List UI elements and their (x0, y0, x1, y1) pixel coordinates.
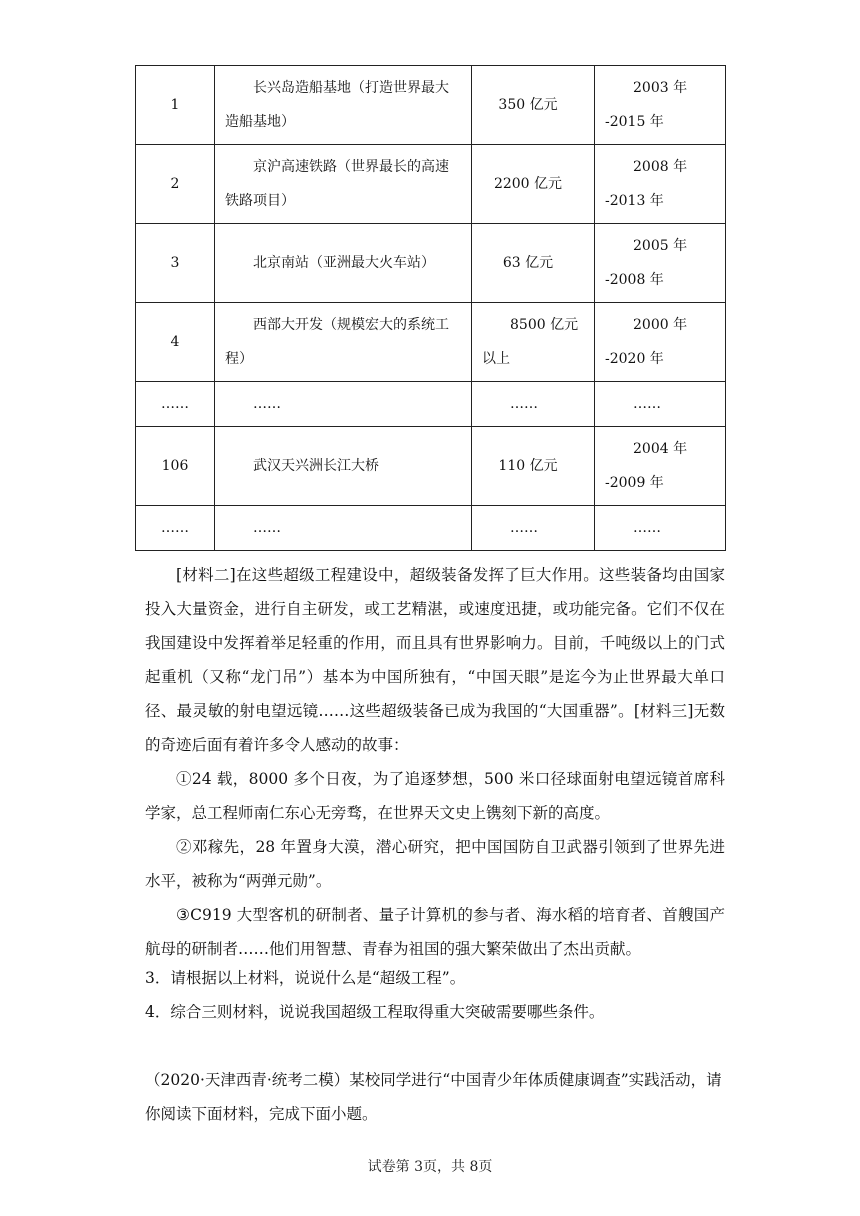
project-name: 京沪高速铁路（世界最长的高速铁路项目） (215, 145, 472, 224)
table-row (136, 66, 726, 145)
table-row (136, 427, 726, 506)
row-number: 106 (136, 427, 215, 506)
investment: 110 亿元 (472, 427, 595, 506)
project-name: 武汉天兴洲长江大桥 (215, 427, 472, 506)
project-name: …… (215, 382, 472, 427)
investment: …… (472, 506, 595, 551)
row-number: 3 (136, 224, 215, 303)
row-number: 4 (136, 303, 215, 382)
period: …… (595, 382, 726, 427)
investment: 63 亿元 (472, 224, 595, 303)
question-context: （2020·天津西青·统考二模）某校同学进行“中国青少年体质健康调查”实践活动，请你阅读下面材料，完成下面小题。 (145, 1071, 722, 1123)
period: 2005 年 -2008 年 (595, 224, 726, 303)
investment: …… (472, 382, 595, 427)
investment: 8500 亿元 以上 (472, 303, 595, 382)
row-number: …… (136, 506, 215, 551)
period: …… (595, 506, 726, 551)
project-name: 北京南站（亚洲最大火车站） (215, 224, 472, 303)
story-two: ②邓稼先，28 年置身大漠，潜心研究，把中国国防自卫武器引领到了世界先进水平，被称为“两弹元勋”。 (145, 838, 725, 890)
period: 2003 年 -2015 年 (595, 66, 726, 145)
table-row (136, 303, 726, 382)
table-row (136, 382, 726, 427)
project-name: 长兴岛造船基地（打造世界最大造船基地） (215, 66, 472, 145)
investment: 2200 亿元 (472, 145, 595, 224)
period: 2004 年 -2009 年 (595, 427, 726, 506)
question-3: 3．请根据以上材料，说说什么是“超级工程”。 (145, 969, 466, 987)
projects-table (135, 65, 726, 551)
table-row (136, 224, 726, 303)
material-two-paragraph: [材料二]在这些超级工程建设中，超级装备发挥了巨大作用。这些装备均由国家投入大量资金，进行自主研发，或工艺精湛，或速度迅捷，或功能完备。它们不仅在我国建设中发挥着举足轻重的作用，而且具有世界影响力。目前，千吨级以上的门式起重机（又称“龙门吊”）基本为中国所独有，“中国天眼”是迄今为止世界最大单口径、最灵敏的射电望远镜……这些超级装备已成为我国的“大国重器”。[材料三]无数的奇迹后面有着许多令人感动的故事： (145, 566, 725, 754)
table-row (136, 506, 726, 551)
question-4: 4．综合三则材料，说说我国超级工程取得重大突破需要哪些条件。 (145, 1003, 605, 1021)
row-number: 1 (136, 66, 215, 145)
table-row (136, 145, 726, 224)
row-number: …… (136, 382, 215, 427)
period: 2000 年 -2020 年 (595, 303, 726, 382)
page-footer: 试卷第 3页，共 8页 (367, 1159, 493, 1175)
period: 2008 年 -2013 年 (595, 145, 726, 224)
story-three: ③C919 大型客机的研制者、量子计算机的参与者、海水稻的培育者、首艘国产航母的研制者……他们用智慧、青春为祖国的强大繁荣做出了杰出贡献。 (145, 906, 725, 958)
investment: 350 亿元 (472, 66, 595, 145)
row-number: 2 (136, 145, 215, 224)
project-name: 西部大开发（规模宏大的系统工程） (215, 303, 472, 382)
project-name: …… (215, 506, 472, 551)
story-one: ①24 载，8000 多个日夜，为了追逐梦想，500 米口径球面射电望远镜首席科学家，总工程师南仁东心无旁骛，在世界天文史上镌刻下新的高度。 (145, 770, 725, 822)
